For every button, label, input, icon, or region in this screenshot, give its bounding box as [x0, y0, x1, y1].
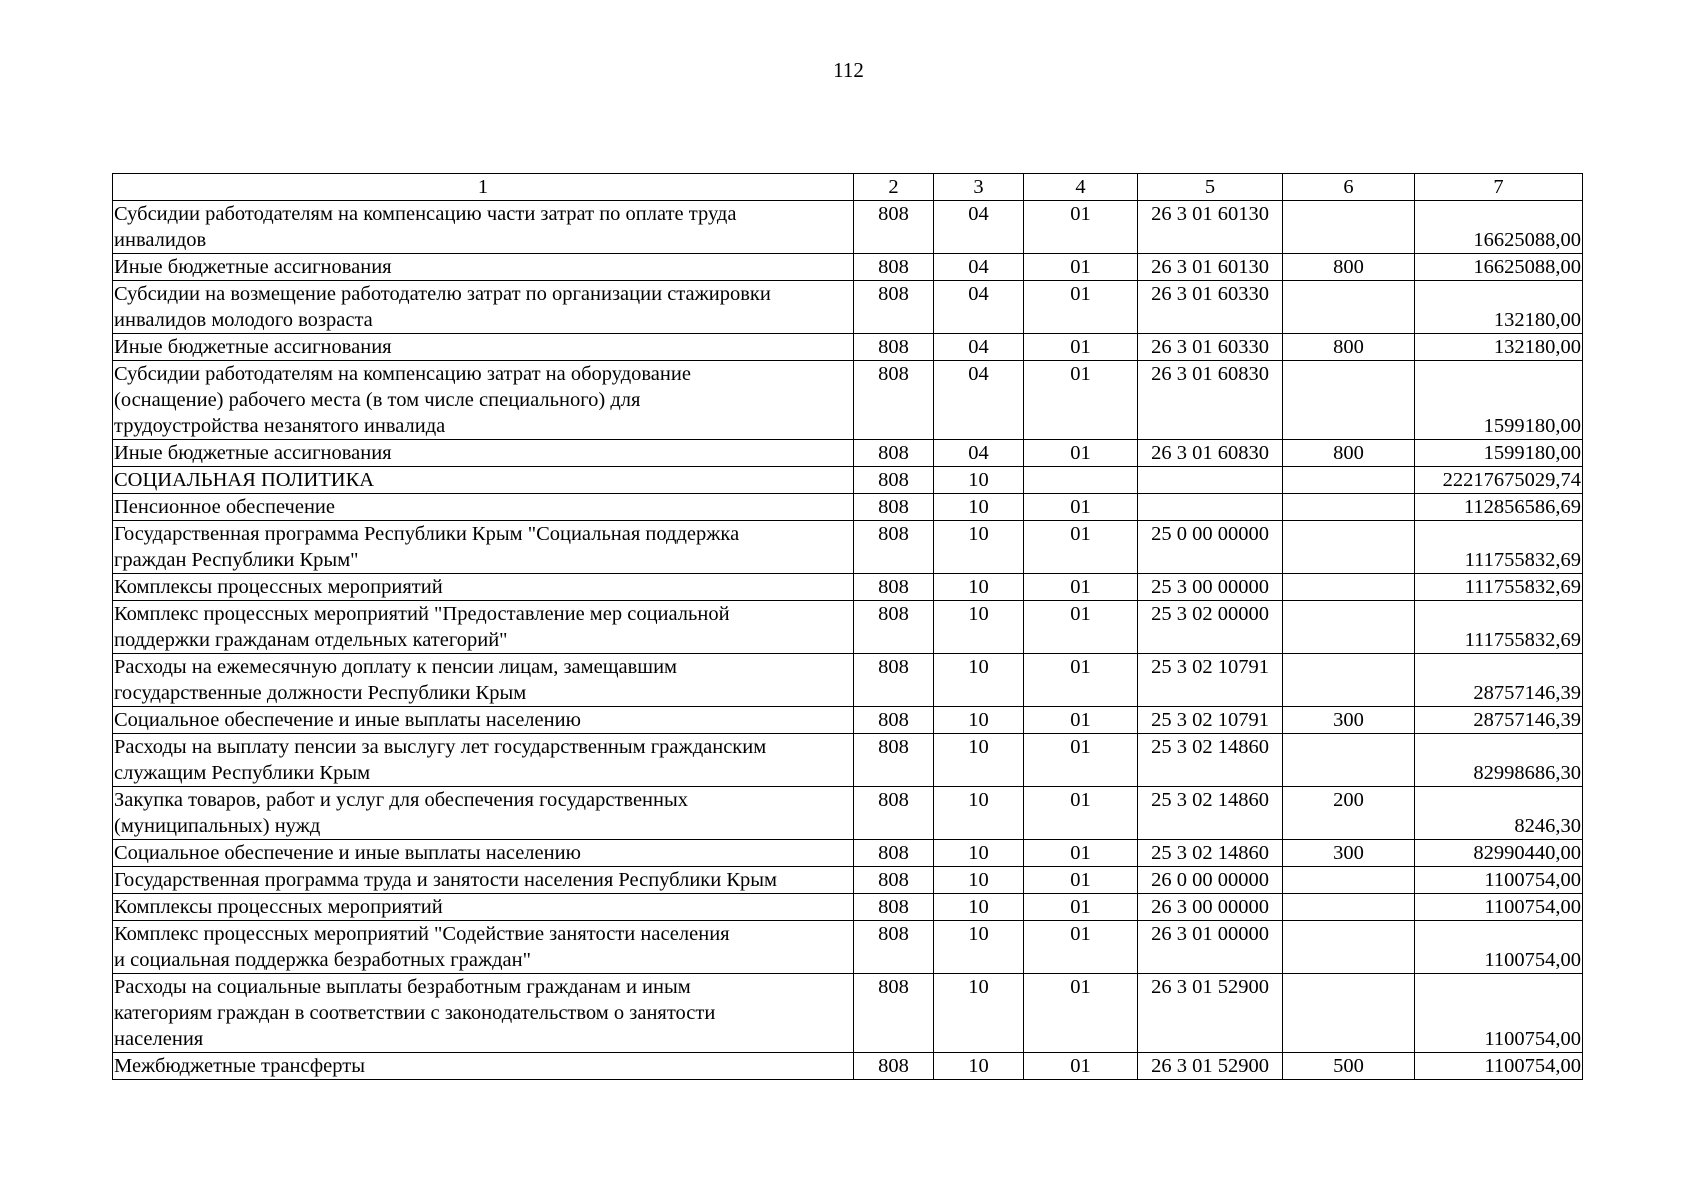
ministry-code-cell: 808: [854, 867, 934, 894]
row-name-cell: [113, 201, 854, 254]
row-name-line: Закупка товаров, работ и услуг для обеспечения государственных: [114, 789, 689, 811]
target-article-cell: 25 3 02 14860: [1138, 787, 1283, 840]
row-name-line: Расходы на выплату пенсии за выслугу лет государственным гражданским: [114, 736, 767, 758]
row-name-line: населения: [114, 1028, 204, 1050]
target-article-cell: 25 3 00 00000: [1138, 574, 1283, 601]
page-number: 112: [833, 58, 864, 82]
expense-type-cell: [1283, 654, 1415, 707]
expense-type-cell: [1283, 467, 1415, 494]
subsection-code-cell: 01: [1024, 334, 1138, 361]
subsection-code-cell: 01: [1024, 1053, 1138, 1080]
target-article-cell: 26 3 01 52900: [1138, 1053, 1283, 1080]
target-article-cell: 25 3 02 10791: [1138, 654, 1283, 707]
section-code-cell: 04: [934, 281, 1024, 334]
ministry-code-cell: 808: [854, 654, 934, 707]
subsection-code-cell: 01: [1024, 921, 1138, 974]
row-name-line: инвалидов молодого возраста: [114, 309, 373, 331]
section-code-cell: 04: [934, 201, 1024, 254]
section-code-cell: 10: [934, 467, 1024, 494]
table-row: [113, 574, 1583, 601]
amount-cell: 82990440,00: [1415, 840, 1583, 867]
row-name-cell: [113, 440, 854, 467]
section-code-cell: 10: [934, 787, 1024, 840]
amount-cell: 111755832,69: [1415, 574, 1583, 601]
expense-type-cell: 800: [1283, 254, 1415, 281]
row-name-line: Пенсионное обеспечение: [114, 496, 335, 518]
expense-type-cell: 500: [1283, 1053, 1415, 1080]
subsection-code-cell: 01: [1024, 601, 1138, 654]
header-cell: 4: [1024, 174, 1138, 201]
ministry-code-cell: 808: [854, 974, 934, 1053]
table-row: [113, 787, 1583, 840]
target-article-cell: 26 3 01 60830: [1138, 361, 1283, 440]
amount-cell: 28757146,39: [1415, 707, 1583, 734]
target-article-cell: 26 3 01 60330: [1138, 281, 1283, 334]
section-code-cell: 10: [934, 1053, 1024, 1080]
table-row: [113, 894, 1583, 921]
amount-cell: 112856586,69: [1415, 494, 1583, 521]
expense-type-cell: 300: [1283, 840, 1415, 867]
row-name-cell: [113, 361, 854, 440]
amount-cell: 1599180,00: [1415, 440, 1583, 467]
row-name-cell: [113, 494, 854, 521]
ministry-code-cell: 808: [854, 281, 934, 334]
row-name-cell: [113, 334, 854, 361]
expense-type-cell: [1283, 201, 1415, 254]
row-name-line: Комплексы процессных мероприятий: [114, 896, 443, 918]
row-name-cell: [113, 281, 854, 334]
row-name-line: СОЦИАЛЬНАЯ ПОЛИТИКА: [114, 469, 375, 491]
expense-type-cell: 300: [1283, 707, 1415, 734]
target-article-cell: 26 3 01 60330: [1138, 334, 1283, 361]
subsection-code-cell: 01: [1024, 201, 1138, 254]
expense-type-cell: [1283, 494, 1415, 521]
row-name-cell: [113, 840, 854, 867]
amount-cell: 1100754,00: [1415, 894, 1583, 921]
ministry-code-cell: 808: [854, 734, 934, 787]
row-name-cell: [113, 601, 854, 654]
row-name-line: Иные бюджетные ассигнования: [114, 336, 392, 358]
row-name-line: Расходы на социальные выплаты безработным гражданам и иным: [114, 976, 691, 998]
row-name-cell: [113, 707, 854, 734]
row-name-line: Иные бюджетные ассигнования: [114, 442, 392, 464]
row-name-line: Государственная программа труда и занятости населения Республики Крым: [114, 869, 778, 891]
row-name-cell: [113, 467, 854, 494]
section-code-cell: 10: [934, 894, 1024, 921]
row-name-line: инвалидов: [114, 229, 207, 251]
row-name-cell: [113, 574, 854, 601]
target-article-cell: 26 3 00 00000: [1138, 894, 1283, 921]
row-name-line: поддержки гражданам отдельных категорий": [114, 629, 508, 651]
amount-cell: 82998686,30: [1415, 734, 1583, 787]
table-row: [113, 707, 1583, 734]
target-article-cell: 26 3 01 60130: [1138, 201, 1283, 254]
expense-type-cell: [1283, 521, 1415, 574]
section-code-cell: 10: [934, 734, 1024, 787]
table-row: [113, 440, 1583, 467]
target-article-cell: 26 3 01 00000: [1138, 921, 1283, 974]
ministry-code-cell: 808: [854, 787, 934, 840]
target-article-cell: [1138, 467, 1283, 494]
expense-type-cell: [1283, 361, 1415, 440]
subsection-code-cell: 01: [1024, 494, 1138, 521]
amount-cell: 28757146,39: [1415, 654, 1583, 707]
ministry-code-cell: 808: [854, 921, 934, 974]
section-code-cell: 10: [934, 921, 1024, 974]
target-article-cell: 25 0 00 00000: [1138, 521, 1283, 574]
target-article-cell: 26 0 00 00000: [1138, 867, 1283, 894]
amount-cell: 8246,30: [1415, 787, 1583, 840]
table-row: [113, 1053, 1583, 1080]
row-name-cell: [113, 867, 854, 894]
subsection-code-cell: 01: [1024, 361, 1138, 440]
row-name-cell: [113, 734, 854, 787]
expense-type-cell: 200: [1283, 787, 1415, 840]
row-name-line: граждан Республики Крым": [114, 549, 359, 571]
header-cell: 2: [854, 174, 934, 201]
row-name-cell: [113, 254, 854, 281]
ministry-code-cell: 808: [854, 201, 934, 254]
ministry-code-cell: 808: [854, 894, 934, 921]
section-code-cell: 10: [934, 654, 1024, 707]
ministry-code-cell: 808: [854, 467, 934, 494]
row-name-cell: [113, 521, 854, 574]
amount-cell: 111755832,69: [1415, 601, 1583, 654]
subsection-code-cell: 01: [1024, 654, 1138, 707]
header-cell: 1: [113, 174, 854, 201]
section-code-cell: 10: [934, 601, 1024, 654]
section-code-cell: 04: [934, 440, 1024, 467]
table-row: [113, 734, 1583, 787]
row-name-cell: [113, 1053, 854, 1080]
target-article-cell: [1138, 494, 1283, 521]
target-article-cell: 26 3 01 60130: [1138, 254, 1283, 281]
row-name-line: государственные должности Республики Крым: [114, 682, 527, 704]
row-name-line: Субсидии работодателям на компенсацию части затрат по оплате труда: [114, 203, 737, 225]
subsection-code-cell: 01: [1024, 894, 1138, 921]
table-row: [113, 867, 1583, 894]
target-article-cell: 25 3 02 14860: [1138, 734, 1283, 787]
section-code-cell: 10: [934, 494, 1024, 521]
expense-type-cell: [1283, 601, 1415, 654]
amount-cell: 16625088,00: [1415, 201, 1583, 254]
ministry-code-cell: 808: [854, 254, 934, 281]
ministry-code-cell: 808: [854, 574, 934, 601]
subsection-code-cell: 01: [1024, 521, 1138, 574]
row-name-line: Субсидии работодателям на компенсацию затрат на оборудование: [114, 363, 691, 385]
target-article-cell: 26 3 01 60830: [1138, 440, 1283, 467]
table-row: [113, 254, 1583, 281]
table-row: [113, 467, 1583, 494]
row-name-line: Комплекс процессных мероприятий "Содействие занятости населения: [114, 923, 730, 945]
table-row: [113, 974, 1583, 1053]
expense-type-cell: [1283, 574, 1415, 601]
header-cell: 5: [1138, 174, 1283, 201]
expense-type-cell: [1283, 974, 1415, 1053]
table-row: [113, 361, 1583, 440]
header-cell: 6: [1283, 174, 1415, 201]
subsection-code-cell: 01: [1024, 867, 1138, 894]
amount-cell: 16625088,00: [1415, 254, 1583, 281]
amount-cell: 1100754,00: [1415, 867, 1583, 894]
expense-type-cell: [1283, 921, 1415, 974]
row-name-line: Межбюджетные трансферты: [114, 1055, 365, 1077]
row-name-line: служащим Республики Крым: [114, 762, 371, 784]
row-name-line: Социальное обеспечение и иные выплаты населению: [114, 842, 581, 864]
section-code-cell: 10: [934, 521, 1024, 574]
row-name-line: Государственная программа Республики Крым "Социальная поддержка: [114, 523, 740, 545]
ministry-code-cell: 808: [854, 840, 934, 867]
section-code-cell: 10: [934, 707, 1024, 734]
target-article-cell: 25 3 02 00000: [1138, 601, 1283, 654]
header-cell: 7: [1415, 174, 1583, 201]
row-name-cell: [113, 787, 854, 840]
ministry-code-cell: 808: [854, 334, 934, 361]
row-name-line: Комплекс процессных мероприятий "Предоставление мер социальной: [114, 603, 730, 625]
row-name-cell: [113, 974, 854, 1053]
subsection-code-cell: 01: [1024, 974, 1138, 1053]
ministry-code-cell: 808: [854, 707, 934, 734]
section-code-cell: 10: [934, 867, 1024, 894]
row-name-line: (оснащение) рабочего места (в том числе специального) для: [114, 389, 641, 411]
subsection-code-cell: 01: [1024, 440, 1138, 467]
section-code-cell: 04: [934, 334, 1024, 361]
row-name-line: (муниципальных) нужд: [114, 815, 321, 837]
row-name-line: Субсидии на возмещение работодателю затрат по организации стажировки: [114, 283, 771, 305]
section-code-cell: 04: [934, 361, 1024, 440]
expense-type-cell: [1283, 734, 1415, 787]
section-code-cell: 10: [934, 840, 1024, 867]
amount-cell: 111755832,69: [1415, 521, 1583, 574]
expense-type-cell: [1283, 867, 1415, 894]
amount-cell: 1100754,00: [1415, 1053, 1583, 1080]
amount-cell: 1599180,00: [1415, 361, 1583, 440]
ministry-code-cell: 808: [854, 1053, 934, 1080]
table-row: [113, 521, 1583, 574]
subsection-code-cell: 01: [1024, 707, 1138, 734]
row-name-line: трудоустройства незанятого инвалида: [114, 415, 446, 437]
expense-type-cell: [1283, 281, 1415, 334]
subsection-code-cell: 01: [1024, 787, 1138, 840]
amount-cell: 1100754,00: [1415, 921, 1583, 974]
budget-table: [112, 173, 1583, 1080]
subsection-code-cell: 01: [1024, 840, 1138, 867]
ministry-code-cell: 808: [854, 601, 934, 654]
ministry-code-cell: 808: [854, 361, 934, 440]
table-row: [113, 654, 1583, 707]
row-name-line: Социальное обеспечение и иные выплаты населению: [114, 709, 581, 731]
expense-type-cell: 800: [1283, 334, 1415, 361]
table-row: [113, 840, 1583, 867]
amount-cell: 22217675029,74: [1415, 467, 1583, 494]
subsection-code-cell: 01: [1024, 734, 1138, 787]
amount-cell: 132180,00: [1415, 281, 1583, 334]
target-article-cell: 26 3 01 52900: [1138, 974, 1283, 1053]
row-name-line: категориям граждан в соответствии с законодательством о занятости: [114, 1002, 716, 1024]
amount-cell: 132180,00: [1415, 334, 1583, 361]
subsection-code-cell: 01: [1024, 254, 1138, 281]
section-code-cell: 04: [934, 254, 1024, 281]
subsection-code-cell: 01: [1024, 574, 1138, 601]
target-article-cell: 25 3 02 14860: [1138, 840, 1283, 867]
row-name-line: Комплексы процессных мероприятий: [114, 576, 443, 598]
ministry-code-cell: 808: [854, 440, 934, 467]
table-row: [113, 334, 1583, 361]
row-name-cell: [113, 921, 854, 974]
table-row: [113, 494, 1583, 521]
section-code-cell: 10: [934, 574, 1024, 601]
expense-type-cell: [1283, 894, 1415, 921]
section-code-cell: 10: [934, 974, 1024, 1053]
table-row: [113, 201, 1583, 254]
expense-type-cell: 800: [1283, 440, 1415, 467]
row-name-line: Иные бюджетные ассигнования: [114, 256, 392, 278]
table-row: [113, 281, 1583, 334]
row-name-line: и социальная поддержка безработных граждан": [114, 949, 531, 971]
amount-cell: 1100754,00: [1415, 974, 1583, 1053]
target-article-cell: 25 3 02 10791: [1138, 707, 1283, 734]
table-row: [113, 921, 1583, 974]
row-name-cell: [113, 654, 854, 707]
subsection-code-cell: [1024, 467, 1138, 494]
row-name-line: Расходы на ежемесячную доплату к пенсии лицам, замещавшим: [114, 656, 678, 678]
table-row: [113, 601, 1583, 654]
ministry-code-cell: 808: [854, 521, 934, 574]
header-row: [113, 174, 1583, 201]
subsection-code-cell: 01: [1024, 281, 1138, 334]
header-cell: 3: [934, 174, 1024, 201]
row-name-cell: [113, 894, 854, 921]
ministry-code-cell: 808: [854, 494, 934, 521]
